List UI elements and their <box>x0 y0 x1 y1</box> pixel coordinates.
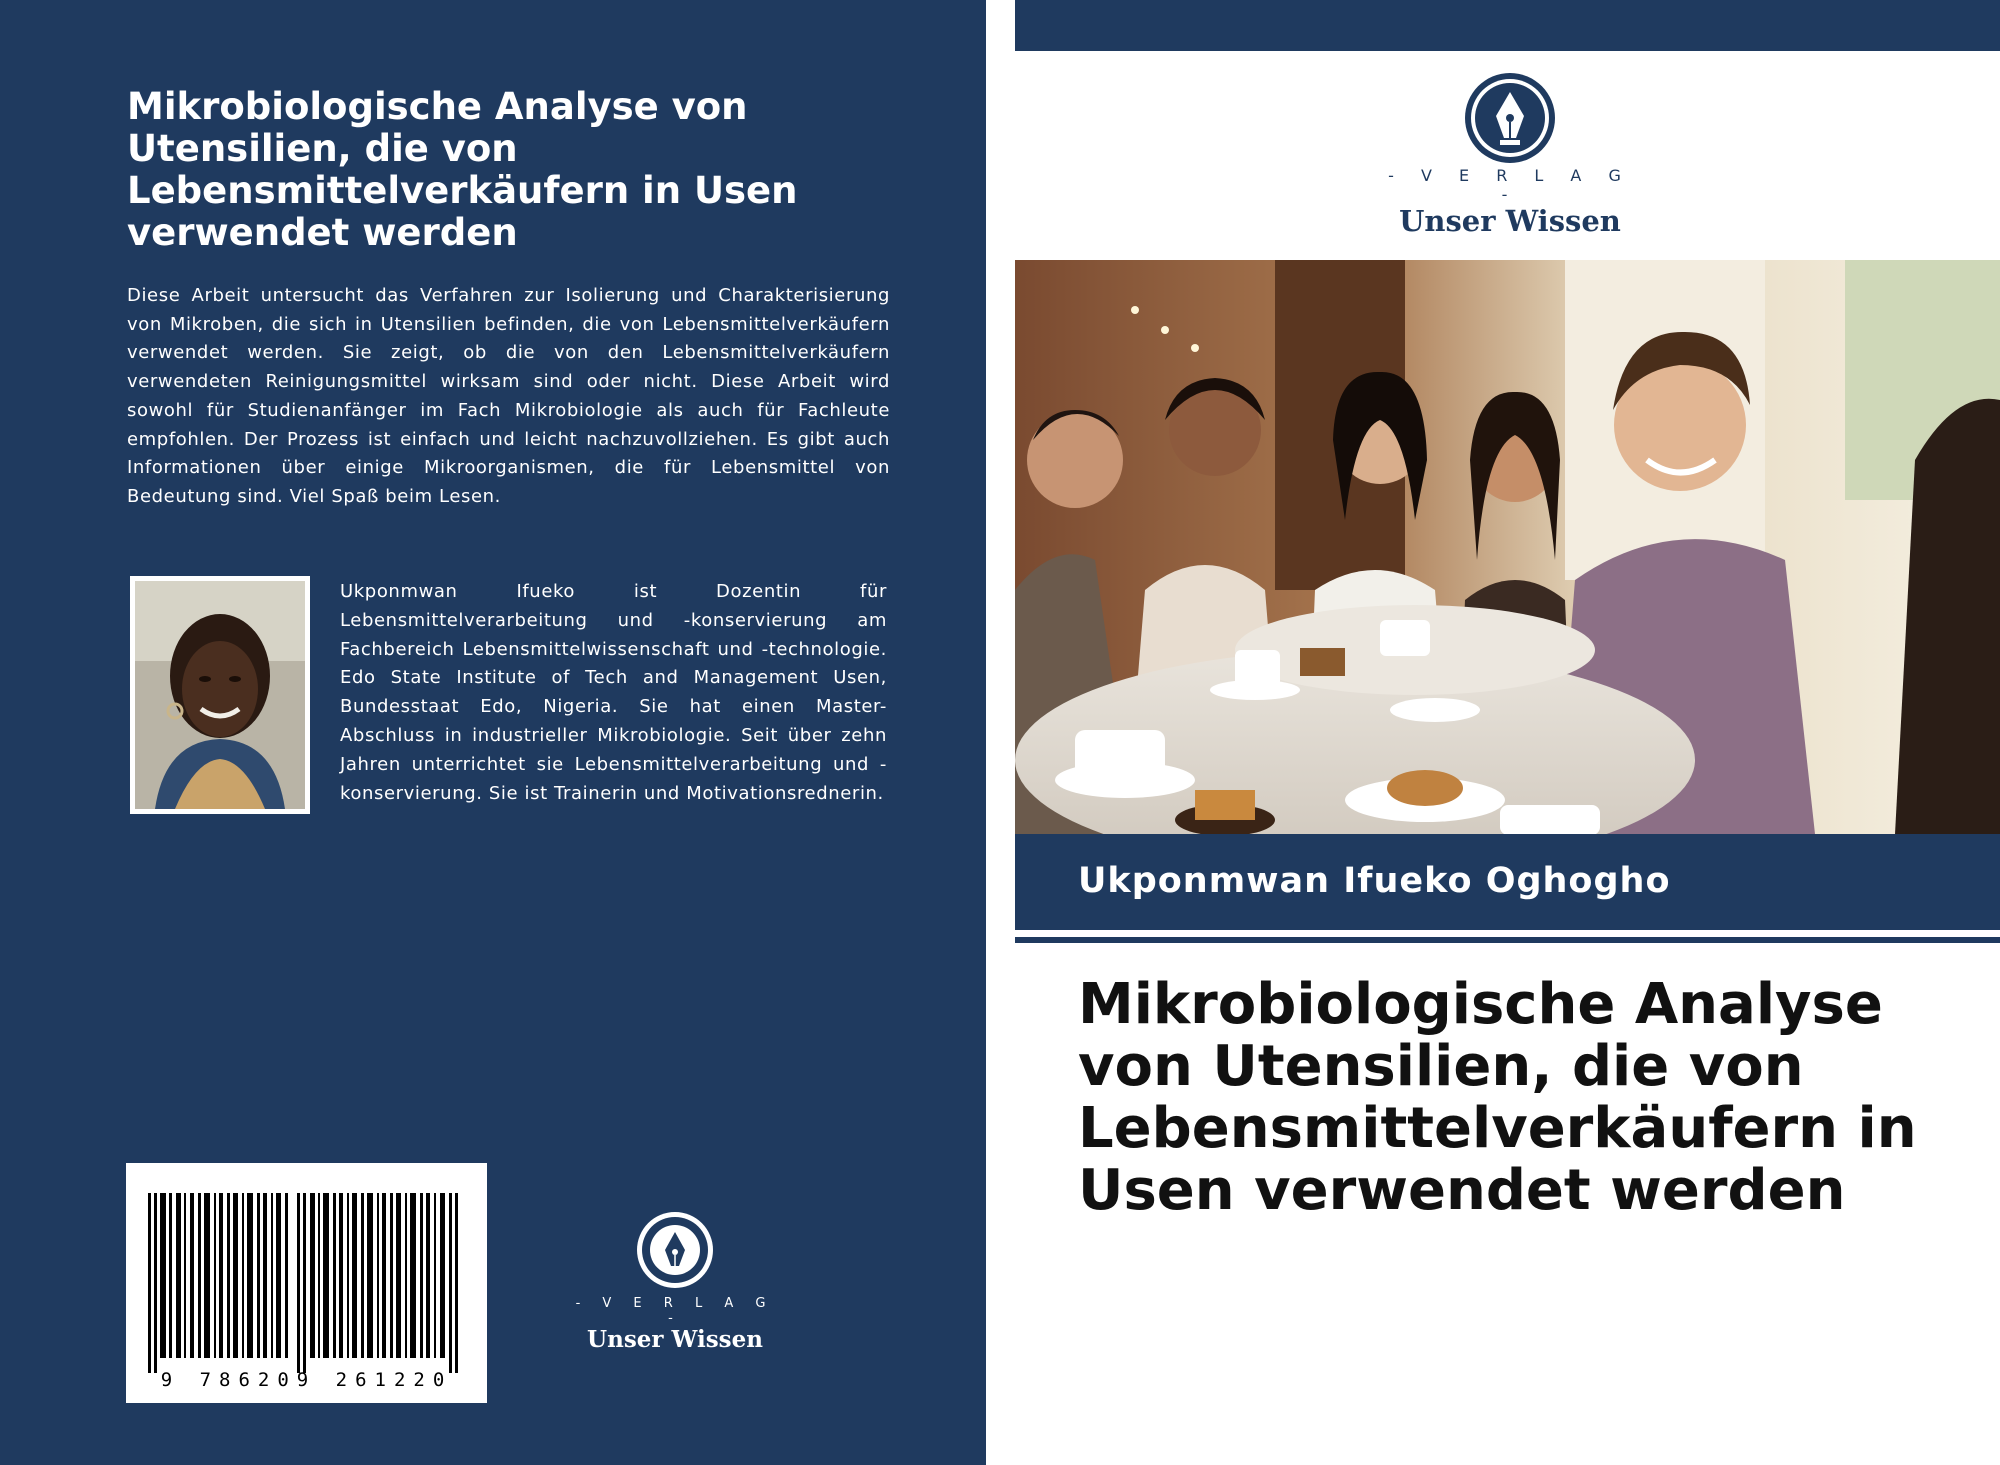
back-cover <box>0 0 986 1465</box>
back-cover-title: Mikrobiologische Analyse von Utensilien, die von Lebensmittelverkäufern in Usen verwendet werden <box>127 85 798 254</box>
isbn-barcode <box>126 1163 487 1403</box>
cafe-friends-photo <box>1015 260 2000 834</box>
front-logo-verlag: - V E R L A G - <box>1388 166 1632 204</box>
back-logo-name: Unser Wissen <box>587 1326 763 1353</box>
author-name: Ukponmwan Ifueko Oghogho <box>1078 861 1671 901</box>
author-photo <box>130 576 310 814</box>
pen-nib-icon <box>635 1210 715 1290</box>
back-cover-blurb: Diese Arbeit untersucht das Verfahren zur Isolierung und Charakterisierung von Mikroben, die sich in Utensilien befinden, die von Lebensmittelverkäufern verwendet werden. Sie zeigt, ob die von den Lebensmittelverkäufern verwendeten Reinigungsmittel wirksam sind oder nicht. Diese Arbeit wird sowohl für Studienanfänger im Fach Mikrobiologie als auch für Fachleute empfohlen. Der Prozess ist einfach und leicht nachzuvollziehen. Es gibt auch Informationen über einige Mikroorganismen, die für Lebensmittel von Bedeutung sind. Viel Spaß beim Lesen. <box>127 285 890 507</box>
front-logo-name: Unser Wissen <box>1399 204 1621 238</box>
back-logo-verlag: - V E R L A G - <box>575 1296 775 1326</box>
divider-rule <box>1015 937 2000 943</box>
author-band <box>1015 834 2000 930</box>
top-band <box>1015 0 2000 51</box>
back-publisher-logo <box>575 1210 775 1353</box>
barcode-bars <box>126 1163 487 1403</box>
cover-photo <box>1015 260 2000 834</box>
author-portrait-image <box>135 581 305 809</box>
isbn-digits: 9 786209 261220 <box>160 1369 453 1391</box>
front-cover <box>1015 0 2000 1465</box>
pen-nib-icon <box>1464 72 1556 164</box>
front-cover-title: Mikrobiologische Analyse von Utensilien, die von Lebensmittelverkäufern in Usen verwendet werden <box>1078 972 1917 1223</box>
front-publisher-logo <box>1385 72 1635 238</box>
author-bio: Ukponmwan Ifueko ist Dozentin für Lebensmittelverarbeitung und -konservierung am Fachbereich Lebensmittelwissenschaft und -technologie. Edo State Institute of Tech and Management Usen, Bundesstaat Edo, Nigeria. Sie hat einen Master-Abschluss in industrieller Mikrobiologie. Seit über zehn Jahren unterrichtet sie Lebensmittelverarbeitung und -konservierung. Sie ist Trainerin und Motivationsrednerin. <box>340 581 887 804</box>
